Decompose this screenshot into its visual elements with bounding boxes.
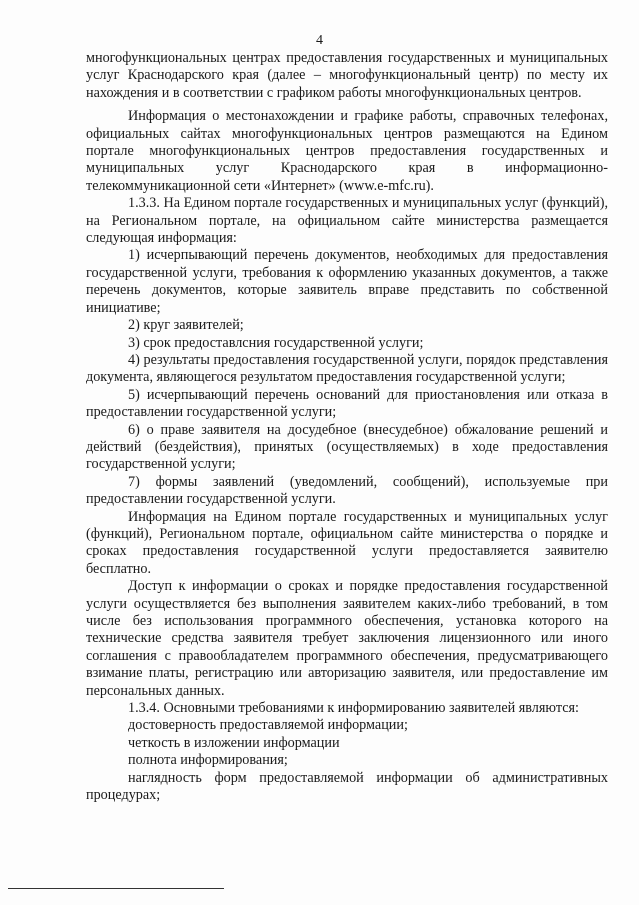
paragraph: Информация на Едином портале государственных и муниципальных услуг (функций), Региональном портале, официальном сайте министерства о порядке и сроках предоставления государственной услуги предоставляется заявителю бесплатно.	[86, 508, 608, 577]
paragraph: четкость в изложении информации	[128, 734, 340, 751]
paragraph: 1) исчерпывающий перечень документов, необходимых для предоставления государственной услуги, требования к оформлению указанных документов, а также перечень документов, которые заявитель вправе представить по собственной инициативе;	[86, 247, 608, 316]
paragraph: 1.3.4. Основными требованиями к информированию заявителей являются:	[128, 700, 579, 717]
paragraph: 5) исчерпывающий перечень оснований для приостановления или отказа в предоставлении государственной услуги;	[86, 386, 608, 421]
footnote-separator	[8, 888, 224, 889]
paragraph: многофункциональных центрах предоставления государственных и муниципальных услуг Краснодарского края (далее – многофункциональный центр) по месту их нахождения и в соответствии с графиком работы многофункциональных центров.	[86, 50, 608, 101]
paragraph: Доступ к информации о сроках и порядке предоставления государственной услуги осуществляется без выполнения заявителем каких-либо требований, в том числе без использования программного обеспечения, установка которого на технические средства заявителя требует заключения лицензионного или иного соглашения с правообладателем программного обеспечения, предусматривающего взимание платы, регистрацию или авторизацию заявителя, или предоставление им персональных данных.	[86, 578, 608, 699]
paragraph: 4) результаты предоставления государственной услуги, порядок представления документа, являющегося результатом предоставления государственной услуги;	[86, 351, 608, 386]
paragraph: 7) формы заявлений (уведомлений, сообщений), используемые при предоставлении государственной услуги.	[86, 473, 608, 508]
paragraph: 2) круг заявителей;	[128, 317, 244, 334]
paragraph: наглядность форм предоставляемой информации об административных процедурах;	[86, 769, 608, 804]
paragraph: 1.3.3. На Едином портале государственных и муниципальных услуг (функций), на Региональном портале, на официальном сайте министерства размещается следующая информация:	[86, 195, 608, 247]
paragraph: полнота информирования;	[128, 752, 288, 769]
paragraph: 6) о праве заявителя на досудебное (внесудебное) обжалование решений и действий (бездействия), принятых (осуществляемых) в ходе предоставления государственной услуги;	[86, 421, 608, 473]
paragraph: Информация о местонахождении и графике работы, справочных телефонах, официальных сайтах многофункциональных центров размещаются на Едином портале многофункциональных центров предоставления государственных и муниципальных услуг Краснодарского края в информационно-телекоммуникационной сети «Интернет» (www.e-mfc.ru).	[86, 108, 608, 194]
paragraph: достоверность предоставляемой информации;	[128, 717, 408, 734]
page-number: 4	[316, 33, 323, 48]
paragraph: 3) срок предоставлсния государственной услуги;	[128, 334, 424, 351]
document-body	[86, 50, 608, 804]
